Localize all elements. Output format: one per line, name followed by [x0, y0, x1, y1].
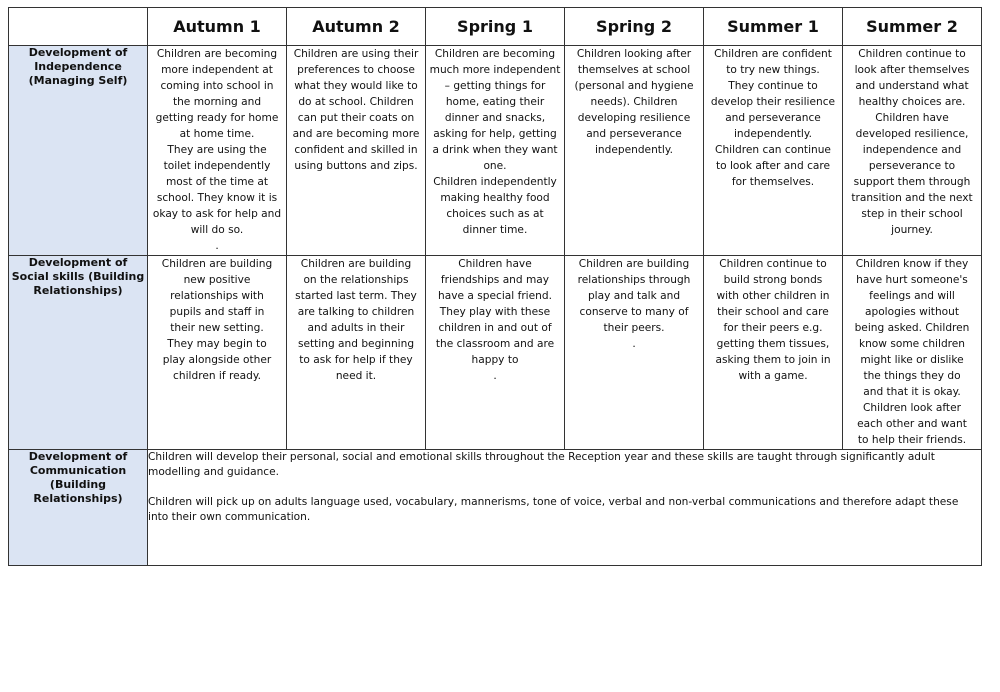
- communication-paragraph-1: Children will develop their personal, social and emotional skills throughout the Reception year and these skills are taught through significantly adult modelling and guidance.: [148, 451, 935, 478]
- header-row: [9, 8, 982, 46]
- row-heading-communication: Development of Communication (Building Relationships): [9, 450, 148, 566]
- communication-paragraph-2: Children will pick up on adults language used, vocabulary, mannerisms, tone of voice, verbal and non-verbal communications and therefore adapt these into their own communication.: [148, 496, 959, 523]
- table-cell: Children are confident to try new things. They continue to develop their resilience and perseverance independently. Children can continue to look after and care for themselves.: [704, 46, 843, 256]
- curriculum-table: [8, 7, 982, 566]
- table-cell: Children are becoming much more independent – getting things for home, eating their dinner and snacks, asking for help, getting a drink when they want one. Children independently making healthy food choices such as at dinner time.: [426, 46, 565, 256]
- table-cell: Children are building relationships through play and talk and conserve to many of their peers. .: [565, 256, 704, 450]
- table-row-independence: [9, 46, 982, 256]
- table-cell: Children know if they have hurt someone's feelings and will apologies without being asked. Children know some children might like or dislike the things they do and that it is okay. Children look after each other and want to help their friends.: [843, 256, 982, 450]
- row-heading-social-skills: Development of Social skills (Building Relationships): [9, 256, 148, 450]
- column-header-summer-2: Summer 2: [843, 8, 982, 46]
- table-cell: Children continue to look after themselves and understand what healthy choices are. Children have developed resilience, independence and perseverance to support them through transition and the next step in their school journey.: [843, 46, 982, 256]
- table-cell: Children are using their preferences to choose what they would like to do at school. Children can put their coats on and are becoming more confident and skilled in using buttons and zips.: [287, 46, 426, 256]
- row-heading-independence: Development of Independence (Managing Self): [9, 46, 148, 256]
- table-cell: Children have friendships and may have a special friend. They play with these children in and out of the classroom and are happy to .: [426, 256, 565, 450]
- communication-description: [148, 450, 982, 566]
- corner-cell: [9, 8, 148, 46]
- table-row-communication: [9, 450, 982, 566]
- table-row-social-skills: [9, 256, 982, 450]
- column-header-autumn-1: Autumn 1: [148, 8, 287, 46]
- table-cell: Children are building on the relationships started last term. They are talking to children and adults in their setting and beginning to ask for help if they need it.: [287, 256, 426, 450]
- column-header-spring-2: Spring 2: [565, 8, 704, 46]
- table-cell: Children continue to build strong bonds with other children in their school and care for their peers e.g. getting them tissues, asking them to join in with a game.: [704, 256, 843, 450]
- column-header-summer-1: Summer 1: [704, 8, 843, 46]
- table-cell: Children looking after themselves at school (personal and hygiene needs). Children developing resilience and perseverance independently.: [565, 46, 704, 256]
- column-header-spring-1: Spring 1: [426, 8, 565, 46]
- table-cell: Children are becoming more independent at coming into school in the morning and getting ready for home at home time. They are using the toilet independently most of the time at school. They know it is okay to ask for help and will do so. .: [148, 46, 287, 256]
- table-cell: Children are building new positive relationships with pupils and staff in their new setting. They may begin to play alongside other children if ready.: [148, 256, 287, 450]
- column-header-autumn-2: Autumn 2: [287, 8, 426, 46]
